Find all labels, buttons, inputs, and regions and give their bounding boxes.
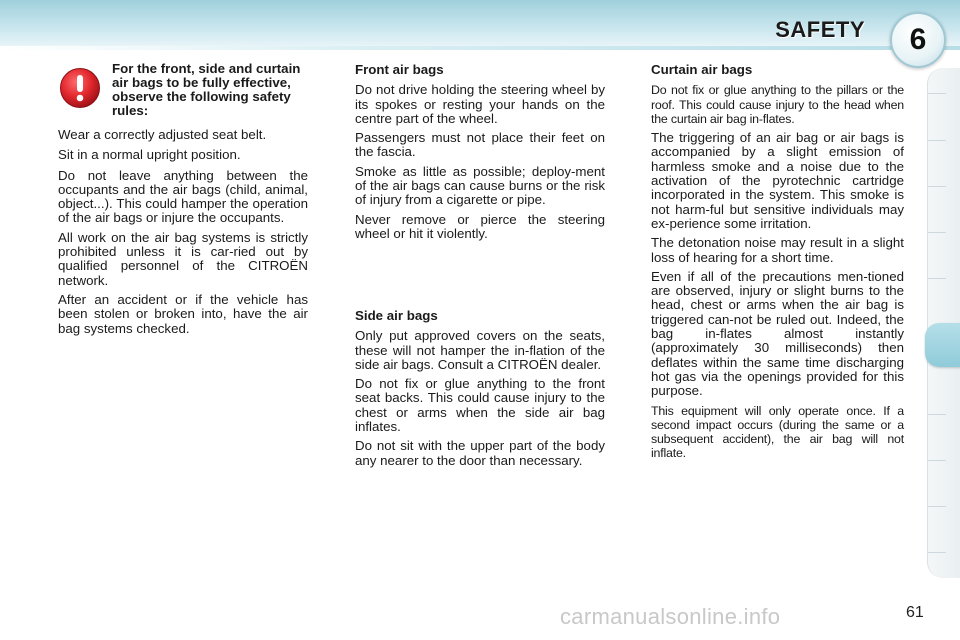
header-divider	[0, 46, 960, 50]
tab-divider	[928, 460, 946, 461]
watermark: carmanualsonline.info	[560, 604, 781, 629]
tab-divider	[928, 414, 946, 415]
section-heading: Curtain air bags	[651, 62, 753, 77]
rule-paragraph: Do not leave anything between the occupants and the air bags (child, animal, object...). This could hamper the operation of the air bags or injure the occupants.	[58, 167, 308, 226]
section-paragraph: The detonation noise may result in a slight loss of hearing for a short time.	[651, 235, 904, 265]
chapter-tab-active[interactable]	[925, 323, 960, 367]
section-title: SAFETY	[775, 17, 865, 42]
section-heading: Front air bags	[355, 62, 444, 77]
safety-rules-heading: For the front, side and curtain air bags to be fully effective, observe the following safety rules:	[112, 61, 301, 118]
section-paragraph: Only put approved covers on the seats, these will not hamper the in-flation of the side air bags. Consult a CITROËN dealer.	[355, 328, 605, 372]
section-paragraph: Smoke as little as possible; deploy-ment of the air bags can cause burns or the risk of injury from a cigarette or pipe.	[355, 163, 605, 208]
section-paragraph: Even if all of the precautions men-tioned are observed, injury or slight burns to the head, chest or arms when the air bag is triggered can-not be ruled out. Indeed, the bag in-flates almost instantly (approximately 30 milliseconds) then deflates within the same time discharging hot gas via the openings provided for this purpose.	[651, 268, 904, 399]
chapter-number-badge	[890, 12, 946, 68]
section-paragraph: This equipment will only operate once. If a second impact occurs (during the same or a subsequent accident), the air bag will not inflate.	[651, 403, 904, 461]
tab-divider	[928, 93, 946, 94]
front-air-bags-section	[355, 63, 605, 246]
section-paragraph: Do not fix or glue anything to the pillars or the roof. This could cause injury to the head when the curtain air bag in-flates.	[651, 83, 904, 126]
section-paragraph: The triggering of an air bag or air bags is accompanied by a slight emission of harmless smoke and a noise due to the activation of the pyrotechnic cartridge incorporated in the system. This smoke is not harm-ful but sensitive individuals may ex-perience some irritation.	[651, 130, 904, 231]
tab-divider	[928, 552, 946, 553]
section-paragraph: Do not fix or glue anything to the front seat backs. This could cause injury to the chest or arms when the side air bag inflates.	[355, 376, 605, 435]
page-number: 61	[906, 604, 924, 621]
tab-divider	[928, 232, 946, 233]
side-air-bags-section	[355, 309, 605, 473]
rule-paragraph: All work on the air bag systems is strictly prohibited unless it is car-ried out by qualified personnel of the CITROËN network.	[58, 229, 308, 288]
tab-divider	[928, 506, 946, 507]
exclamation-warning-icon	[59, 67, 101, 109]
chapter-number: 6	[909, 23, 927, 56]
section-paragraph: Never remove or pierce the steering wheel or hit it violently.	[355, 211, 605, 241]
section-paragraph: Do not drive holding the steering wheel by its spokes or resting your hands on the centre part of the wheel.	[355, 82, 605, 126]
rule-paragraph: Sit in a normal upright position.	[58, 147, 241, 163]
tab-divider	[928, 278, 946, 279]
safety-rules-column	[58, 128, 308, 341]
tab-divider	[928, 140, 946, 141]
section-paragraph: Passengers must not place their feet on the fascia.	[355, 130, 605, 160]
tab-divider	[928, 186, 946, 187]
section-paragraph: Do not sit with the upper part of the body any nearer to the door than necessary.	[355, 438, 605, 468]
curtain-air-bags-section	[651, 63, 904, 466]
rule-paragraph: Wear a correctly adjusted seat belt.	[58, 127, 267, 142]
rule-paragraph: After an accident or if the vehicle has been stolen or broken into, have the air bag systems checked.	[58, 291, 308, 336]
section-heading: Side air bags	[355, 308, 438, 323]
